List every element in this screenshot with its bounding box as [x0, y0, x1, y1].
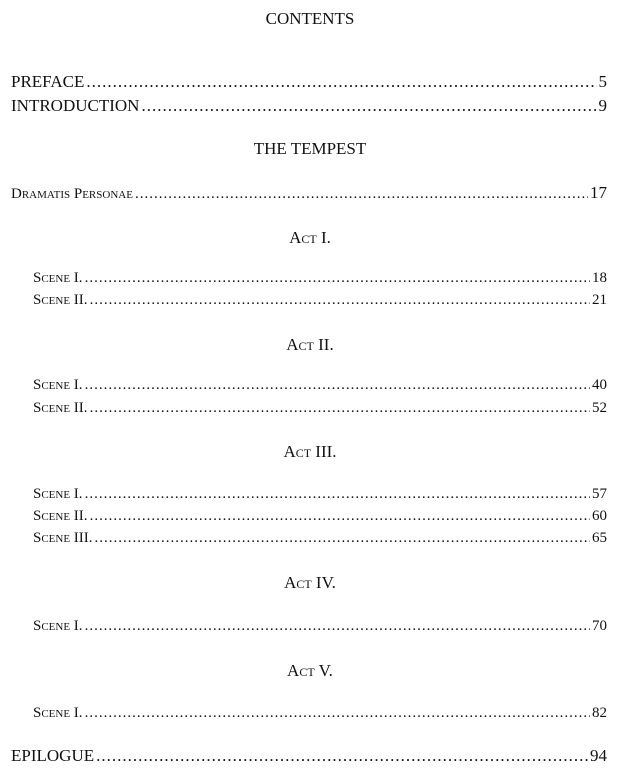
- toc-entry-label: Scene I.: [33, 270, 83, 286]
- toc-entry-label: Scene II.: [33, 400, 88, 416]
- toc-entry-page-number: 65: [592, 530, 607, 546]
- toc-entry-label: Scene I.: [33, 377, 83, 393]
- toc-entry-page-number: 5: [598, 72, 607, 91]
- toc-entry-page-number: 60: [592, 508, 607, 524]
- toc-entry-label: PREFACE: [11, 72, 85, 91]
- contents-title: CONTENTS: [265, 9, 355, 28]
- dot-leader: [95, 528, 590, 548]
- dot-leader: [141, 96, 596, 116]
- dot-leader: [90, 398, 590, 418]
- toc-entry-scene[interactable]: [33, 290, 607, 310]
- dot-leader: [96, 746, 588, 766]
- toc-entry-scene[interactable]: [33, 398, 607, 418]
- toc-entry-introduction[interactable]: [11, 96, 607, 116]
- toc-entry-label: EPILOGUE: [11, 746, 95, 765]
- dot-leader: [86, 72, 596, 92]
- toc-entry-label: Scene II.: [33, 508, 88, 524]
- toc-entry-label: Scene II.: [33, 292, 88, 308]
- toc-entry-label: Scene I.: [33, 618, 83, 634]
- act-heading: Act V.: [287, 661, 333, 680]
- toc-entry-scene[interactable]: [33, 268, 607, 288]
- toc-entry-scene[interactable]: [33, 703, 607, 723]
- play-title: THE TEMPEST: [253, 139, 367, 158]
- toc-entry-page-number: 40: [592, 377, 607, 393]
- dot-leader: [85, 703, 590, 723]
- toc-entry-page-number: 21: [592, 292, 607, 308]
- dot-leader: [90, 506, 590, 526]
- toc-entry-page-number: 94: [590, 746, 607, 765]
- toc-entry-label: Scene III.: [33, 530, 93, 546]
- toc-entry-label: Scene I.: [33, 705, 83, 721]
- dot-leader: [90, 290, 590, 310]
- toc-entry-label: Scene I.: [33, 486, 83, 502]
- act-heading: Act IV.: [284, 573, 336, 592]
- toc-entry-page-number: 18: [592, 270, 607, 286]
- toc-entry-scene[interactable]: [33, 528, 607, 548]
- toc-entry-page-number: 9: [598, 96, 607, 115]
- toc-entry-label: INTRODUCTION: [11, 96, 140, 115]
- toc-entry-page-number: 70: [592, 618, 607, 634]
- toc-entry-page-number: 17: [590, 183, 607, 202]
- act-heading: Act III.: [283, 442, 337, 461]
- dot-leader: [85, 375, 590, 395]
- toc-entry-scene[interactable]: [33, 375, 607, 395]
- dot-leader: [135, 184, 588, 204]
- toc-entry-scene[interactable]: [33, 484, 607, 504]
- toc-entry-scene[interactable]: [33, 506, 607, 526]
- dot-leader: [85, 616, 590, 636]
- toc-entry-label: Dramatis Personae: [11, 186, 133, 202]
- act-heading: Act I.: [289, 228, 331, 247]
- dot-leader: [85, 484, 590, 504]
- dot-leader: [85, 268, 590, 288]
- toc-entry-dramatis-personae[interactable]: [11, 183, 607, 204]
- toc-entry-epilogue[interactable]: [11, 746, 607, 766]
- act-heading: Act II.: [286, 335, 334, 354]
- toc-entry-page-number: 82: [592, 705, 607, 721]
- toc-entry-page-number: 52: [592, 400, 607, 416]
- toc-entry-scene[interactable]: [33, 616, 607, 636]
- toc-entry-preface[interactable]: [11, 72, 607, 92]
- toc-entry-page-number: 57: [592, 486, 607, 502]
